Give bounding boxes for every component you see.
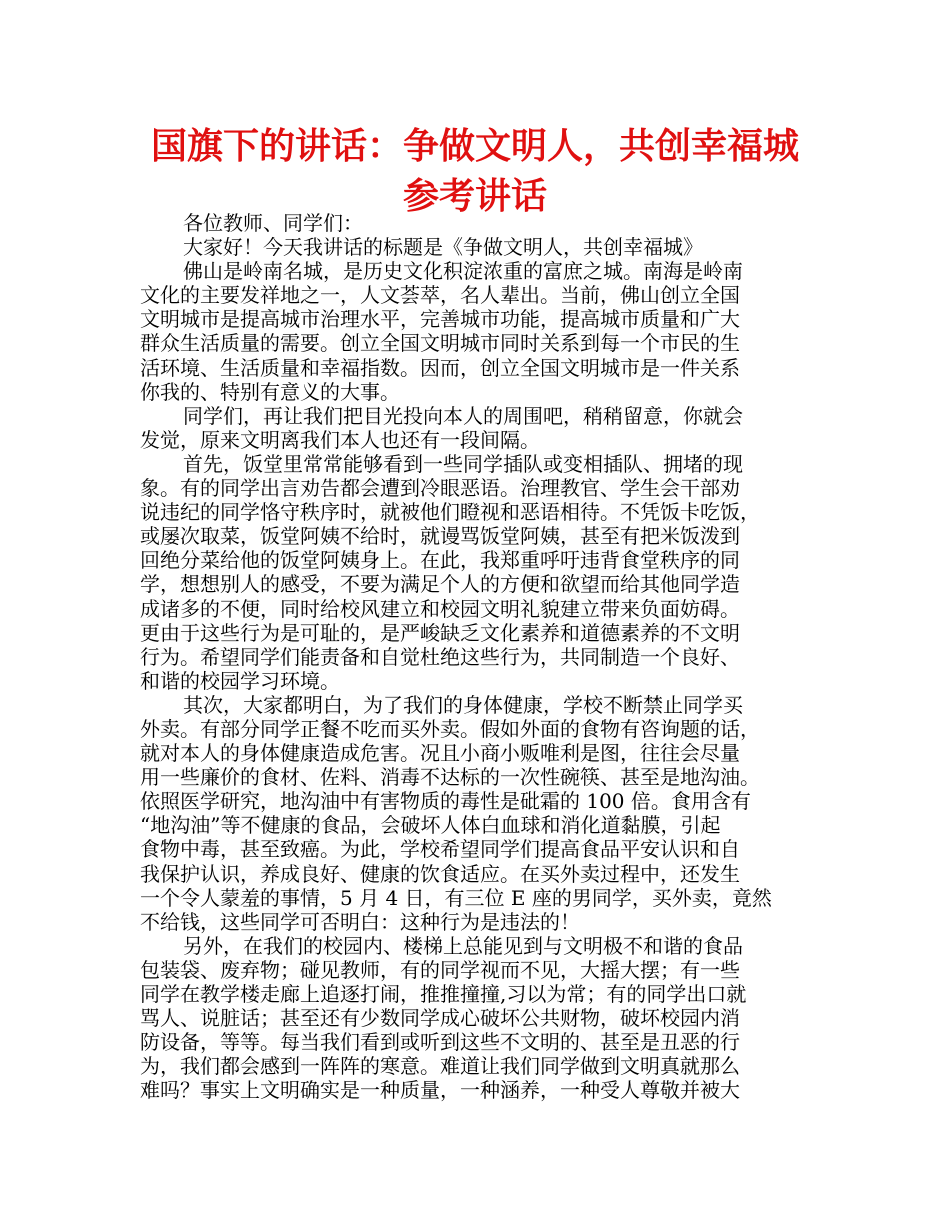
text-line: 食物中毒，甚至致癌。为此，学校希望同学们提高食品平安认识和自 bbox=[140, 837, 740, 862]
text-line: 一个令人蒙羞的事情，5 月 4 日，有三位 E 座的男同学，买外卖，竟然 bbox=[140, 885, 772, 910]
text-line: 就对本人的身体健康造成危害。况且小商小贩唯利是图，往往会尽量 bbox=[140, 741, 740, 766]
text-line: 说违纪的同学恪守秩序时，就被他们瞪视和恶语相待。不凭饭卡吃饭， bbox=[140, 500, 760, 525]
text-line: 发觉，原来文明离我们本人也还有一段间隔。 bbox=[140, 427, 540, 452]
text-line: 外卖。有部分同学正餐不吃而买外卖。假如外面的食物有咨询题的话， bbox=[140, 716, 760, 741]
document-body bbox=[140, 211, 820, 1102]
text-line: “地沟油”等不健康的食品，会破坏人体白血球和消化道黏膜，引起 bbox=[140, 813, 721, 838]
text-line: 大家好！今天我讲话的标题是《争做文明人，共创幸福城》 bbox=[183, 235, 703, 260]
text-line: 防设备，等等。每当我们看到或听到这些不文明的、甚至是丑恶的行 bbox=[140, 1030, 740, 1055]
text-line: 同学在教学楼走廊上追逐打闹，推推撞撞,习以为常；有的同学出口就 bbox=[140, 982, 747, 1006]
text-line: 不给钱，这些同学可否明白：这种行为是违法的！ bbox=[140, 909, 580, 934]
text-line: 你我的、特别有意义的大事。 bbox=[140, 379, 400, 404]
text-line: 或屡次取菜，饭堂阿姨不给时，就谩骂饭堂阿姨，甚至有把米饭泼到 bbox=[140, 524, 740, 549]
text-line: 各位教师、同学们： bbox=[183, 211, 363, 235]
text-line: 依照医学研究，地沟油中有害物质的毒性是砒霜的 100 倍。食用含有 bbox=[140, 789, 751, 814]
text-line: 首先，饭堂里常常能够看到一些同学插队或变相插队、拥堵的现 bbox=[183, 451, 743, 476]
text-line: 活环境、生活质量和幸福指数。因而，创立全国文明城市是一件关系 bbox=[140, 355, 740, 380]
text-line: 另外，在我们的校园内、楼梯上总能见到与文明极不和谐的食品 bbox=[183, 933, 743, 958]
text-line: 其次，大家都明白，为了我们的身体健康，学校不断禁止同学买 bbox=[183, 692, 743, 717]
text-line: 象。有的同学出言劝告都会遭到冷眼恶语。治理教官、学生会干部劝 bbox=[140, 476, 740, 501]
text-line: 佛山是岭南名城，是历史文化积淀浓重的富庶之城。南海是岭南 bbox=[183, 259, 743, 284]
text-line: 学，想想别人的感受，不要为满足个人的方便和欲望而给其他同学造 bbox=[140, 572, 740, 597]
text-line: 文明城市是提高城市治理水平，完善城市功能，提高城市质量和广大 bbox=[140, 307, 740, 332]
document-title bbox=[100, 122, 850, 222]
text-line: 包装袋、废弃物；碰见教师，有的同学视而不见，大摇大摆；有一些 bbox=[140, 957, 740, 982]
text-line: 用一些廉价的食材、佐料、消毒不达标的一次性碗筷、甚至是地沟油。 bbox=[140, 765, 760, 790]
text-line: 回绝分菜给他的饭堂阿姨身上。在此，我郑重呼吁违背食堂秩序的同 bbox=[140, 548, 740, 573]
title-line-1: 国旗下的讲话：争做文明人，共创幸福城 bbox=[150, 126, 799, 167]
text-line: 群众生活质量的需要。创立全国文明城市同时关系到每一个市民的生 bbox=[140, 331, 740, 356]
text-line: 为，我们都会感到一阵阵的寒意。难道让我们同学做到文明真就那么 bbox=[140, 1054, 740, 1079]
text-line: 难吗？事实上文明确实是一种质量，一种涵养，一种受人尊敬并被大 bbox=[140, 1078, 740, 1103]
text-line: 骂人、说脏话；甚至还有少数同学成心破坏公共财物，破坏校园内消 bbox=[140, 1006, 740, 1031]
text-line: 文化的主要发祥地之一，人文荟萃，名人辈出。当前，佛山创立全国 bbox=[140, 283, 740, 308]
title-line-2: 参考讲话 bbox=[402, 176, 547, 217]
text-line: 成诸多的不便，同时给校风建立和校园文明礼貌建立带来负面妨碍。 bbox=[140, 596, 740, 621]
text-line: 和谐的校园学习环境。 bbox=[140, 668, 340, 693]
text-line: 同学们，再让我们把目光投向本人的周围吧，稍稍留意，你就会 bbox=[183, 403, 743, 428]
text-line: 行为。希望同学们能责备和自觉杜绝这些行为，共同制造一个良好、 bbox=[140, 644, 740, 669]
text-line: 我保护认识，养成良好、健康的饮食适应。在买外卖过程中，还发生 bbox=[140, 861, 740, 886]
text-line: 更由于这些行为是可耻的，是严峻缺乏文化素养和道德素养的不文明 bbox=[140, 620, 740, 645]
